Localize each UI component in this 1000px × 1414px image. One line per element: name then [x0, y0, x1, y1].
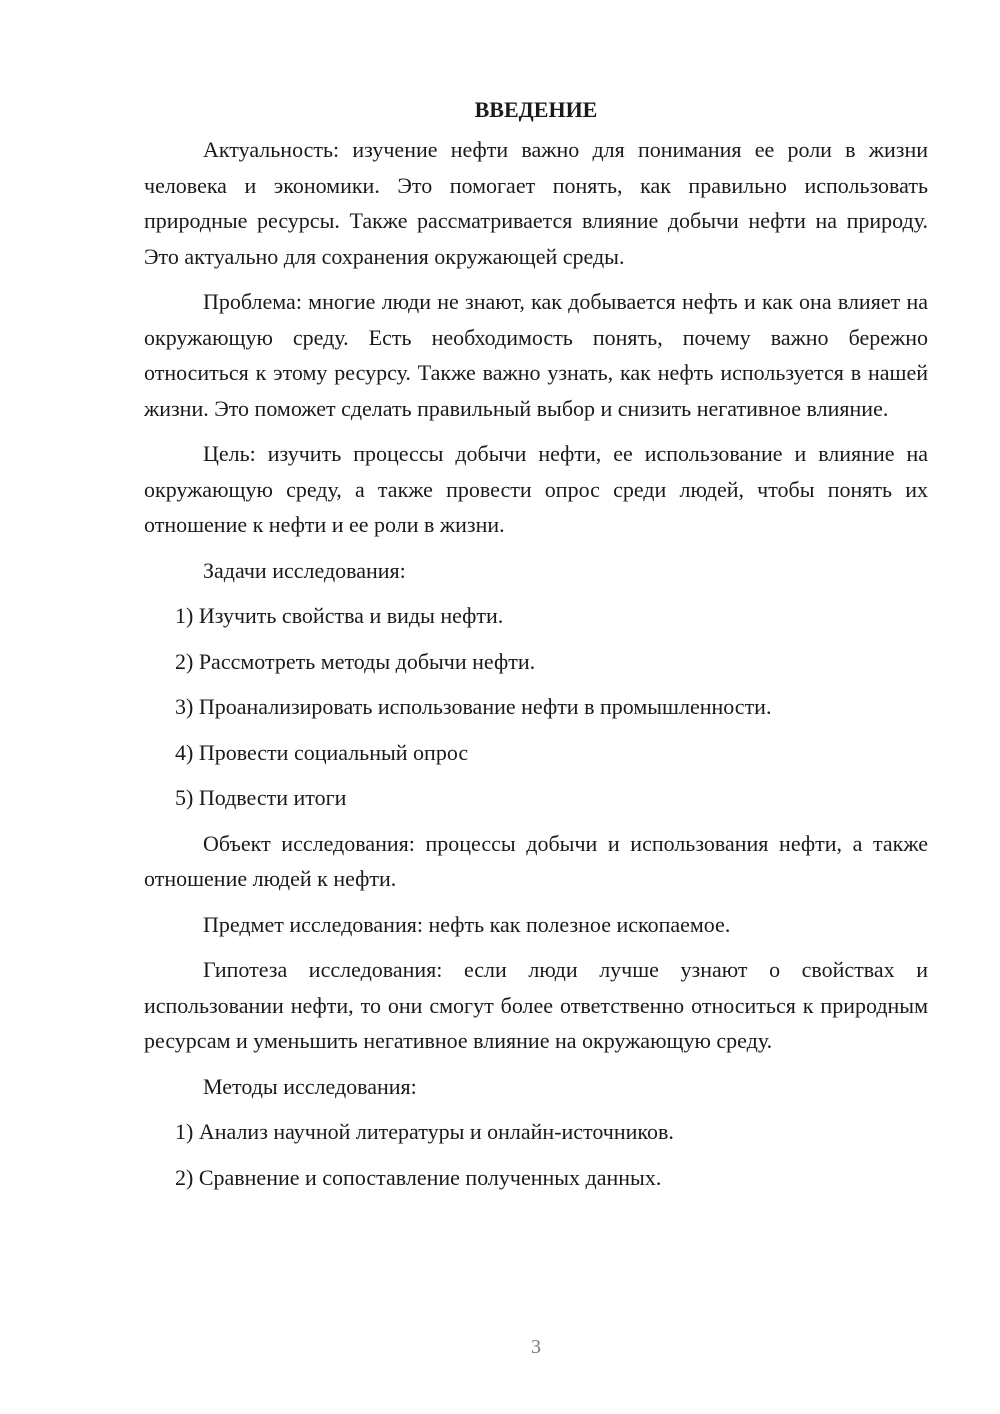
hypothesis-paragraph: Гипотеза исследования: если люди лучше узнают о свойствах и использовании нефти, то они смогут более ответственно относиться к природным ресурсам и уменьшить негативное влияние на окружающую среду.	[144, 957, 928, 1053]
page-number: 3	[531, 1336, 541, 1358]
task-item: 3) Проанализировать использование нефти в промышленности.	[175, 694, 772, 719]
task-item: 4) Провести социальный опрос	[175, 739, 469, 765]
subject-paragraph: Предмет исследования: нефть как полезное ископаемое.	[203, 911, 731, 937]
tasks-heading: Задачи исследования:	[203, 557, 406, 583]
task-item: 5) Подвести итоги	[175, 785, 347, 810]
relevance-paragraph: Актуальность: изучение нефти важно для понимания ее роли в жизни человека и экономики. Это помогает понять, как правильно использовать природные ресурсы. Также рассматривается влияние добычи нефти на природу. Это актуально для сохранения окружающей среды.	[144, 137, 928, 269]
methods-heading: Методы исследования:	[203, 1073, 417, 1099]
page-title: ВВЕДЕНИЕ	[474, 97, 598, 122]
problem-paragraph: Проблема: многие люди не знают, как добывается нефть и как она влияет на окружающую среду. Есть необходимость понять, почему важно бережно относиться к этому ресурсу. Также важно узнать, как нефть используется в нашей жизни. Это поможет сделать правильный выбор и снизить негативное влияние.	[144, 289, 928, 421]
document-page	[144, 92, 928, 1205]
task-item: 2) Рассмотреть методы добычи нефти.	[175, 648, 536, 674]
goal-paragraph: Цель: изучить процессы добычи нефти, ее использование и влияние на окружающую среду, а также провести опрос среди людей, чтобы понять их отношение к нефти и ее роли в жизни.	[144, 441, 928, 537]
object-paragraph: Объект исследования: процессы добычи и использования нефти, а также отношение людей к нефти.	[144, 830, 928, 891]
task-item: 1) Изучить свойства и виды нефти.	[175, 603, 504, 628]
method-item: 1) Анализ научной литературы и онлайн-источников.	[175, 1119, 674, 1144]
method-item: 2) Сравнение и сопоставление полученных данных.	[175, 1164, 662, 1190]
